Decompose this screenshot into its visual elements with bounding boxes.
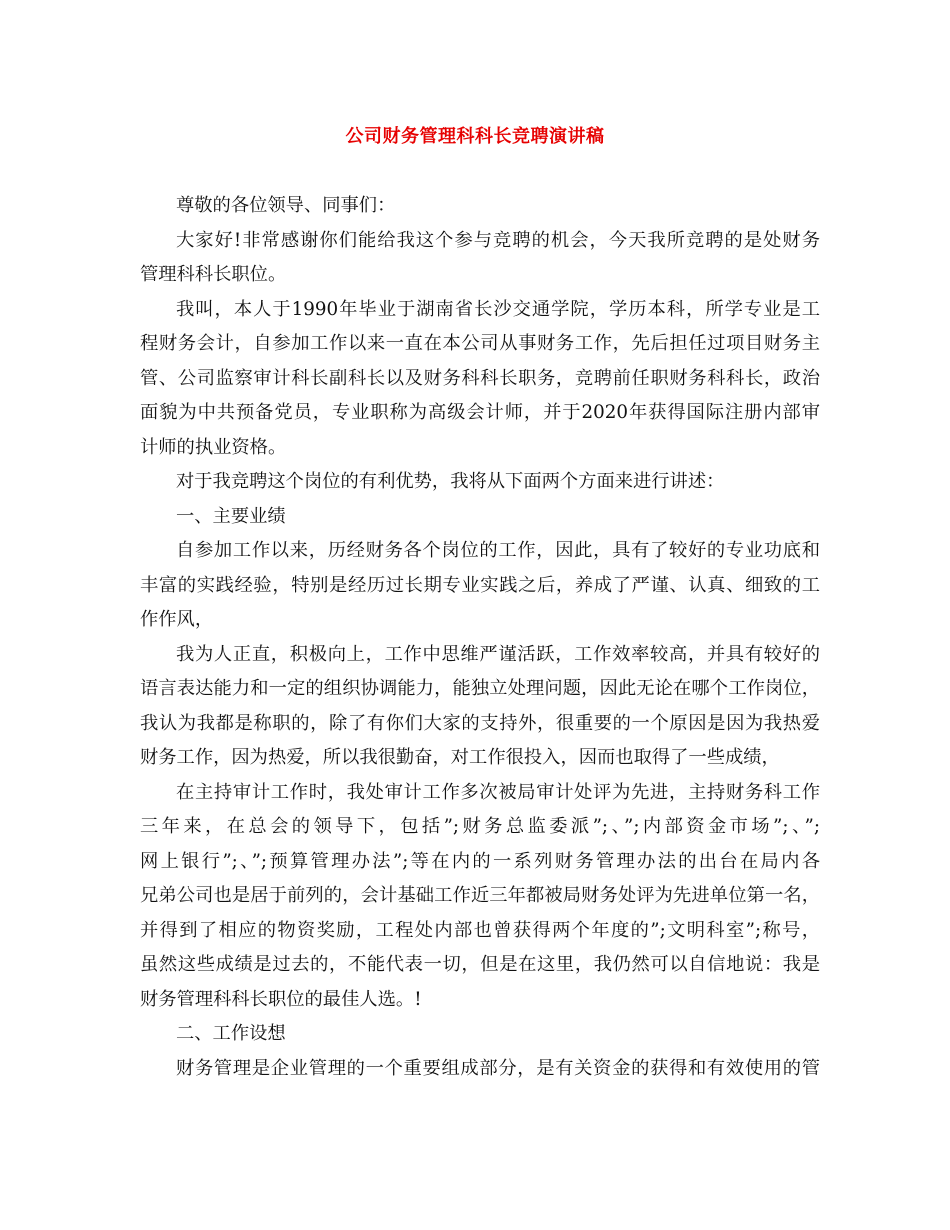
text-line: 三年来，在总会的领导下，包括”;财务总监委派”;、”;内部资金市场”;、”; xyxy=(140,816,820,837)
text-line: 一、主要业绩 xyxy=(176,505,286,527)
text-line: 丰富的实践经验，特别是经历过长期专业实践之后，养成了严谨、认真、细致的工 xyxy=(140,574,820,596)
text-line: 财务管理科科长职位的最佳人选。! xyxy=(140,988,422,1010)
text-line: 网上银行”;、”;预算管理办法”;等在内的一系列财务管理办法的出台在局内各 xyxy=(140,850,820,872)
text-line: 面貌为中共预备党员，专业职称为高级会计师，并于2020年获得国际注册内部审 xyxy=(140,402,820,423)
text-line: 并得到了相应的物资奖励，工程处内部也曾获得两个年度的”;文明科室”;称号， xyxy=(140,919,820,941)
text-line: 在主持审计工作时，我处审计工作多次被局审计处评为先进，主持财务科工作 xyxy=(176,781,820,803)
text-line: 管理科科长职位。 xyxy=(140,264,287,285)
text-line: 财务管理是企业管理的一个重要组成部分，是有关资金的获得和有效使用的管 xyxy=(176,1057,820,1079)
text-line: 自参加工作以来，历经财务各个岗位的工作，因此，具有了较好的专业功底和 xyxy=(176,540,820,561)
text-line: 管、公司监察审计科长副科长以及财务科科长职务，竞聘前任职财务科科长，政治 xyxy=(140,367,820,389)
document-body xyxy=(140,189,820,1086)
text-line: 二、工作设想 xyxy=(176,1023,286,1044)
text-line: 我叫，本人于1990年毕业于湖南省长沙交通学院，学历本科，所学专业是工 xyxy=(176,298,820,320)
text-line: 语言表达能力和一定的组织协调能力，能独立处理问题，因此无论在哪个工作岗位， xyxy=(140,678,820,699)
text-line: 程财务会计，自参加工作以来一直在本公司从事财务工作，先后担任过项目财务主 xyxy=(140,333,820,354)
document-title: 公司财务管理科科长竞聘演讲稿 xyxy=(345,126,605,147)
text-line: 虽然这些成绩是过去的，不能代表一切，但是在这里，我仍然可以自信地说：我是 xyxy=(140,954,820,975)
text-line: 计师的执业资格。 xyxy=(140,436,287,458)
text-line: 财务工作，因为热爱，所以我很勤奋，对工作很投入，因而也取得了一些成绩， xyxy=(140,747,780,768)
text-line: 大家好!非常感谢你们能给我这个参与竞聘的机会，今天我所竞聘的是处财务 xyxy=(176,229,820,251)
text-line: 尊敬的各位领导、同事们： xyxy=(176,195,396,216)
text-line: 作作风， xyxy=(140,609,214,630)
text-line: 我认为我都是称职的，除了有你们大家的支持外，很重要的一个原因是因为我热爱 xyxy=(140,712,820,734)
text-line: 对于我竞聘这个岗位的有利优势，我将从下面两个方面来进行讲述： xyxy=(176,471,725,492)
text-line: 兄弟公司也是居于前列的，会计基础工作近三年都被局财务处评为先进单位第一名， xyxy=(140,885,820,906)
text-line: 我为人正直，积极向上，工作中思维严谨活跃，工作效率较高，并具有较好的 xyxy=(176,643,820,665)
